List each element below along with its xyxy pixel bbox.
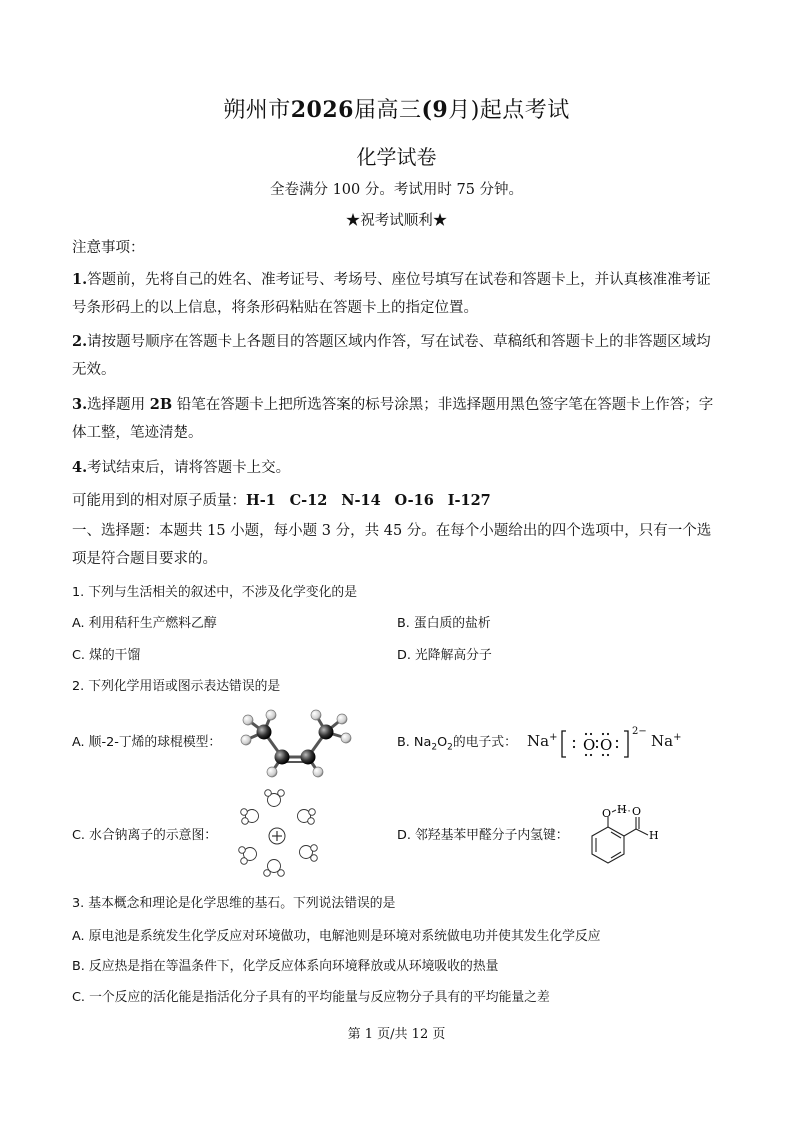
exam-wish: ★祝考试顺利★ — [345, 213, 448, 229]
q2-option-d: D. 邻羟基苯甲醛分子内氢键： — [397, 828, 569, 843]
peroxide-ion-bracket — [560, 727, 640, 761]
q1-option-a: A. 利用秸秆生产燃料乙醇 — [72, 616, 217, 631]
note-2: 2.请按题号顺序在答题卡上各题目的答题区域内作答，写在试卷、草稿纸和答题卡上的非答题区域均无效。 — [72, 333, 711, 378]
exam-subject: 化学试卷 — [356, 145, 437, 169]
exam-info: 全卷满分 100 分。考试用时 75 分钟。 — [269, 182, 524, 198]
note-4: 4.考试结束后，请将答题卡上交。 — [72, 459, 291, 476]
aldehyde-hydrogen: H — [649, 829, 659, 842]
q1-option-b: B. 蛋白质的盐析 — [397, 616, 491, 631]
hydrated-sodium-ion-diagram — [234, 788, 330, 878]
q3-option-b: B. 反应热是指在等温条件下，化学反应体系向环境释放或从环境吸收的热量 — [72, 959, 499, 974]
oxygen-2: O — [600, 736, 613, 754]
title-city: 朔州市 — [223, 98, 291, 123]
q1-option-d: D. 光降解高分子 — [397, 648, 492, 663]
q2-option-c: C. 水合钠离子的示意图： — [72, 828, 218, 843]
q2-option-b: B. $Na_2O_2$的电子式： — [397, 735, 517, 753]
exam-title — [0, 93, 793, 124]
q1-option-c: C. 煤的干馏 — [72, 648, 141, 663]
oxygen-1: O — [583, 736, 596, 754]
title-exam: 月)起点考试 — [448, 98, 570, 123]
cis-2-butene-ball-stick-model — [236, 710, 356, 780]
q3-option-a: A. 原电池是系统发生化学反应对环境做功，电解池则是环境对系统做电功并使其发生化学反应 — [72, 929, 601, 944]
title-grade: 届高三 — [353, 98, 422, 123]
hydroxyl-oxygen: O — [602, 807, 612, 820]
peroxide-charge: 2− — [632, 726, 647, 737]
q2-stem: 2. 下列化学用语或图示表达错误的是 — [72, 679, 281, 694]
q3-stem: 3. 基本概念和理论是化学思维的基石。下列说法错误的是 — [72, 896, 396, 911]
q1-stem: 1. 下列与生活相关的叙述中，不涉及化学变化的是 — [72, 585, 358, 600]
atomic-masses: 可能用到的相对原子质量：H-1 C-12 N-14 O-16 I-127 — [72, 492, 491, 509]
title-year: 2026 — [290, 97, 354, 123]
aldehyde-oxygen: O — [632, 805, 642, 818]
q2-option-a: A. 顺-2-丁烯的球棍模型： — [72, 735, 222, 750]
hydrogen-atoms — [241, 710, 351, 777]
na2o2-electron-formula: Na+ — [527, 732, 558, 750]
note-3: 3.选择题用 2B 铅笔在答题卡上把所选答案的标号涂黑；非选择题用黑色签字笔在答题卡上作答；字体工整，笔迹清楚。 — [72, 396, 714, 441]
section1-instructions: 一、选择题：本题共 15 小题，每小题 3 分，共 45 分。在每个小题给出的四个选项中，只有一个选项是符合题目要求的。 — [72, 523, 712, 567]
notes-heading: 注意事项： — [72, 240, 145, 256]
o-hydroxybenzaldehyde-structure — [584, 797, 668, 877]
na-ion-2: Na+ — [651, 732, 682, 750]
q3-option-c: C. 一个反应的活化能是指活化分子具有的平均能量与反应物分子具有的平均能量之差 — [72, 990, 550, 1005]
page-footer: 第 1 页/共 12 页 — [347, 1027, 446, 1042]
note-1: 1.答题前，先将自己的姓名、准考证号、考场号、座位号填写在试卷和答题卡上，并认真核准准考证号条形码上的以上信息，将条形码粘贴在答题卡上的指定位置。 — [72, 271, 711, 316]
title-month: (9 — [421, 97, 449, 123]
hydroxyl-hydrogen: H — [617, 803, 627, 816]
